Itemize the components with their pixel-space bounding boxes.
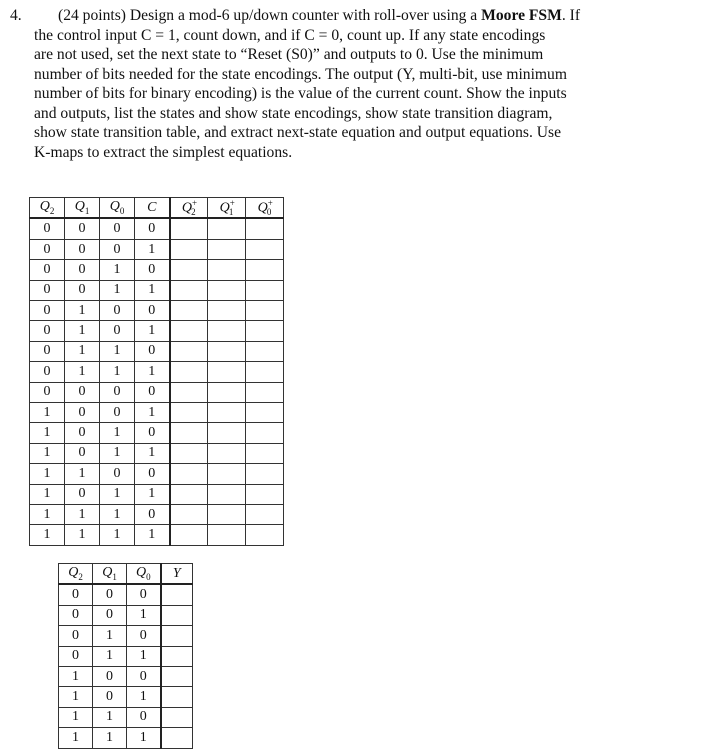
- table-cell: 1: [100, 525, 135, 545]
- table-cell: [208, 239, 246, 259]
- table-cell: [246, 525, 284, 545]
- problem-line: [34, 45, 674, 65]
- problem-text: number of bits for binary encoding) is the value of the current count. Show the inputs: [34, 85, 567, 102]
- column-header: $Q_2$: [30, 198, 65, 219]
- problem-text: are not used, set the next state to “Reset (S0)” and outputs to 0. Use the minimum: [34, 46, 544, 63]
- table-cell: [246, 321, 284, 341]
- table-cell: 1: [65, 464, 100, 484]
- table-cell: [161, 646, 193, 666]
- table-cell: [170, 280, 208, 300]
- table-cell: [161, 707, 193, 727]
- table-cell: 0: [100, 321, 135, 341]
- problem-line: [10, 6, 674, 26]
- table-cell: [161, 626, 193, 646]
- problem-text: and outputs, list the states and show state encodings, show state transition diagram,: [34, 104, 553, 122]
- table-cell: 0: [127, 626, 161, 646]
- table-cell: 0: [100, 301, 135, 321]
- table-cell: [208, 301, 246, 321]
- problem-text: . If: [561, 7, 581, 24]
- table-cell: 0: [100, 402, 135, 422]
- table-row: [59, 687, 193, 707]
- table-row: [59, 584, 193, 605]
- table-cell: 0: [93, 605, 127, 625]
- table-cell: [246, 218, 284, 239]
- table-row: [30, 341, 284, 361]
- table-cell: [170, 239, 208, 259]
- table-cell: 0: [127, 707, 161, 727]
- table-cell: [208, 402, 246, 422]
- table-cell: [208, 443, 246, 463]
- table-cell: [246, 423, 284, 443]
- problem-number: 4.: [10, 7, 22, 24]
- table-cell: [161, 687, 193, 707]
- table-row: [30, 321, 284, 341]
- table-cell: 1: [135, 362, 170, 382]
- table-cell: 1: [59, 666, 93, 686]
- table-cell: [246, 484, 284, 504]
- table-cell: 1: [93, 626, 127, 646]
- table-cell: 0: [135, 423, 170, 443]
- table-cell: [208, 280, 246, 300]
- table-cell: 1: [30, 525, 65, 545]
- table-cell: 1: [30, 423, 65, 443]
- table-cell: 0: [65, 280, 100, 300]
- table-cell: 1: [135, 402, 170, 422]
- table-cell: 0: [135, 341, 170, 361]
- table-row: [30, 484, 284, 504]
- table-row: [30, 218, 284, 239]
- table-cell: 0: [127, 666, 161, 686]
- problem-line: [34, 65, 674, 85]
- table-cell: 0: [65, 218, 100, 239]
- table-cell: 1: [127, 646, 161, 666]
- table-cell: [170, 321, 208, 341]
- table-cell: 0: [127, 584, 161, 605]
- table-cell: [246, 362, 284, 382]
- table-cell: [170, 218, 208, 239]
- table-row: [59, 728, 193, 748]
- table-cell: [208, 484, 246, 504]
- table-cell: 1: [30, 504, 65, 524]
- state-table-header-row: [30, 198, 284, 219]
- table-cell: [161, 666, 193, 686]
- table-cell: [208, 504, 246, 524]
- table-cell: [170, 443, 208, 463]
- table-cell: 0: [65, 402, 100, 422]
- table-cell: 1: [100, 423, 135, 443]
- table-row: [30, 382, 284, 402]
- output-table-header-row: [59, 564, 193, 585]
- table-cell: [170, 301, 208, 321]
- table-row: [30, 464, 284, 484]
- table-cell: 1: [93, 646, 127, 666]
- table-cell: 1: [30, 443, 65, 463]
- table-cell: 1: [100, 504, 135, 524]
- table-cell: 1: [135, 280, 170, 300]
- table-row: [59, 646, 193, 666]
- table-cell: [170, 423, 208, 443]
- problem-text: show state transition table, and extract next-state equation and output equations. Use: [34, 124, 562, 141]
- table-cell: [246, 382, 284, 402]
- table-cell: 0: [135, 301, 170, 321]
- table-cell: 0: [59, 584, 93, 605]
- table-row: [30, 260, 284, 280]
- table-cell: [208, 362, 246, 382]
- table-cell: 0: [59, 626, 93, 646]
- table-cell: [246, 239, 284, 259]
- table-cell: 1: [127, 605, 161, 625]
- table-cell: 1: [30, 484, 65, 504]
- table-cell: [161, 605, 193, 625]
- table-cell: 1: [135, 321, 170, 341]
- table-cell: 0: [93, 584, 127, 605]
- table-cell: [208, 525, 246, 545]
- table-cell: [246, 443, 284, 463]
- table-cell: 0: [93, 666, 127, 686]
- table-cell: 0: [30, 260, 65, 280]
- table-row: [59, 605, 193, 625]
- table-cell: [208, 341, 246, 361]
- state-transition-table: [29, 197, 284, 546]
- table-cell: 1: [65, 525, 100, 545]
- table-cell: [170, 260, 208, 280]
- table-cell: 1: [100, 484, 135, 504]
- table-row: [30, 504, 284, 524]
- table-cell: 0: [135, 504, 170, 524]
- column-header: $Q_1$: [65, 198, 100, 219]
- table-cell: 0: [65, 484, 100, 504]
- table-cell: 0: [30, 218, 65, 239]
- table-row: [30, 239, 284, 259]
- table-cell: 0: [65, 423, 100, 443]
- table-row: [30, 280, 284, 300]
- table-cell: 1: [65, 301, 100, 321]
- table-cell: 0: [30, 341, 65, 361]
- table-row: [30, 525, 284, 545]
- table-cell: 1: [100, 260, 135, 280]
- problem-text: Moore FSM: [481, 7, 562, 24]
- table-cell: 0: [59, 646, 93, 666]
- table-row: [30, 402, 284, 422]
- table-cell: [208, 423, 246, 443]
- table-cell: [246, 504, 284, 524]
- table-cell: [170, 464, 208, 484]
- table-cell: 0: [30, 239, 65, 259]
- table-cell: 1: [65, 362, 100, 382]
- table-cell: 0: [30, 382, 65, 402]
- table-cell: 1: [30, 464, 65, 484]
- table-cell: [246, 341, 284, 361]
- table-cell: 0: [135, 382, 170, 402]
- table-cell: 0: [65, 239, 100, 259]
- table-cell: [170, 402, 208, 422]
- problem-text: K-maps to extract the simplest equations.: [34, 143, 293, 161]
- table-cell: 1: [59, 687, 93, 707]
- table-row: [30, 301, 284, 321]
- table-cell: [170, 362, 208, 382]
- table-cell: [208, 260, 246, 280]
- table-cell: 1: [100, 280, 135, 300]
- table-cell: 0: [65, 260, 100, 280]
- column-header: $Q^+_0$: [246, 198, 284, 219]
- column-header: C: [135, 198, 170, 219]
- table-cell: 1: [135, 484, 170, 504]
- problem-text: the control input C = 1, count down, and if C = 0, count up. If any state encodings: [34, 26, 546, 44]
- table-cell: 1: [127, 687, 161, 707]
- table-cell: 0: [30, 362, 65, 382]
- column-header: $Q_2$: [59, 564, 93, 585]
- table-cell: 1: [65, 341, 100, 361]
- table-cell: [208, 321, 246, 341]
- problem-line: [34, 84, 674, 104]
- problem-text: number of bits needed for the state encodings. The output (Y, multi-bit, use minimum: [34, 65, 567, 83]
- table-cell: [170, 504, 208, 524]
- table-cell: 1: [59, 728, 93, 748]
- table-cell: 0: [100, 464, 135, 484]
- table-cell: 0: [65, 382, 100, 402]
- table-cell: 0: [135, 218, 170, 239]
- table-cell: 1: [93, 728, 127, 748]
- table-cell: [170, 525, 208, 545]
- column-header: Y: [161, 564, 193, 585]
- table-cell: [170, 484, 208, 504]
- problem-line: [34, 123, 674, 143]
- table-cell: 1: [30, 402, 65, 422]
- problem-line: [34, 26, 674, 46]
- table-cell: 0: [65, 443, 100, 463]
- column-header: $Q_1$: [93, 564, 127, 585]
- table-cell: 0: [100, 218, 135, 239]
- table-cell: 1: [135, 443, 170, 463]
- table-cell: [208, 464, 246, 484]
- table-cell: 1: [100, 341, 135, 361]
- table-cell: [208, 218, 246, 239]
- table-cell: 1: [59, 707, 93, 727]
- table-cell: 0: [59, 605, 93, 625]
- table-cell: [246, 260, 284, 280]
- table-cell: 0: [30, 301, 65, 321]
- table-cell: [161, 584, 193, 605]
- column-header: $Q_0$: [127, 564, 161, 585]
- table-cell: 1: [127, 728, 161, 748]
- table-cell: 0: [100, 382, 135, 402]
- table-cell: 0: [135, 464, 170, 484]
- table-cell: 1: [65, 504, 100, 524]
- table-cell: 1: [135, 239, 170, 259]
- table-cell: [170, 341, 208, 361]
- table-cell: [246, 402, 284, 422]
- table-cell: [161, 728, 193, 748]
- column-header: $Q^+_2$: [170, 198, 208, 219]
- table-cell: 1: [93, 707, 127, 727]
- column-header: $Q^+_1$: [208, 198, 246, 219]
- table-row: [30, 423, 284, 443]
- column-header: $Q_0$: [100, 198, 135, 219]
- table-row: [30, 443, 284, 463]
- problem-line: [34, 143, 674, 163]
- table-cell: [246, 464, 284, 484]
- table-row: [30, 362, 284, 382]
- table-cell: 0: [135, 260, 170, 280]
- table-cell: [208, 382, 246, 402]
- table-row: [59, 626, 193, 646]
- table-row: [59, 666, 193, 686]
- table-cell: [246, 301, 284, 321]
- table-cell: 1: [135, 525, 170, 545]
- table-cell: 0: [93, 687, 127, 707]
- problem-statement: [10, 6, 674, 162]
- table-cell: 0: [100, 239, 135, 259]
- table-row: [59, 707, 193, 727]
- table-cell: [170, 382, 208, 402]
- problem-line: [34, 104, 674, 124]
- table-cell: 0: [30, 321, 65, 341]
- table-cell: 0: [30, 280, 65, 300]
- table-cell: [246, 280, 284, 300]
- output-table: [58, 563, 193, 749]
- table-cell: 1: [65, 321, 100, 341]
- table-cell: 1: [100, 443, 135, 463]
- problem-text: (24 points) Design a mod-6 up/down counter with roll-over using a: [58, 7, 482, 24]
- table-cell: 1: [100, 362, 135, 382]
